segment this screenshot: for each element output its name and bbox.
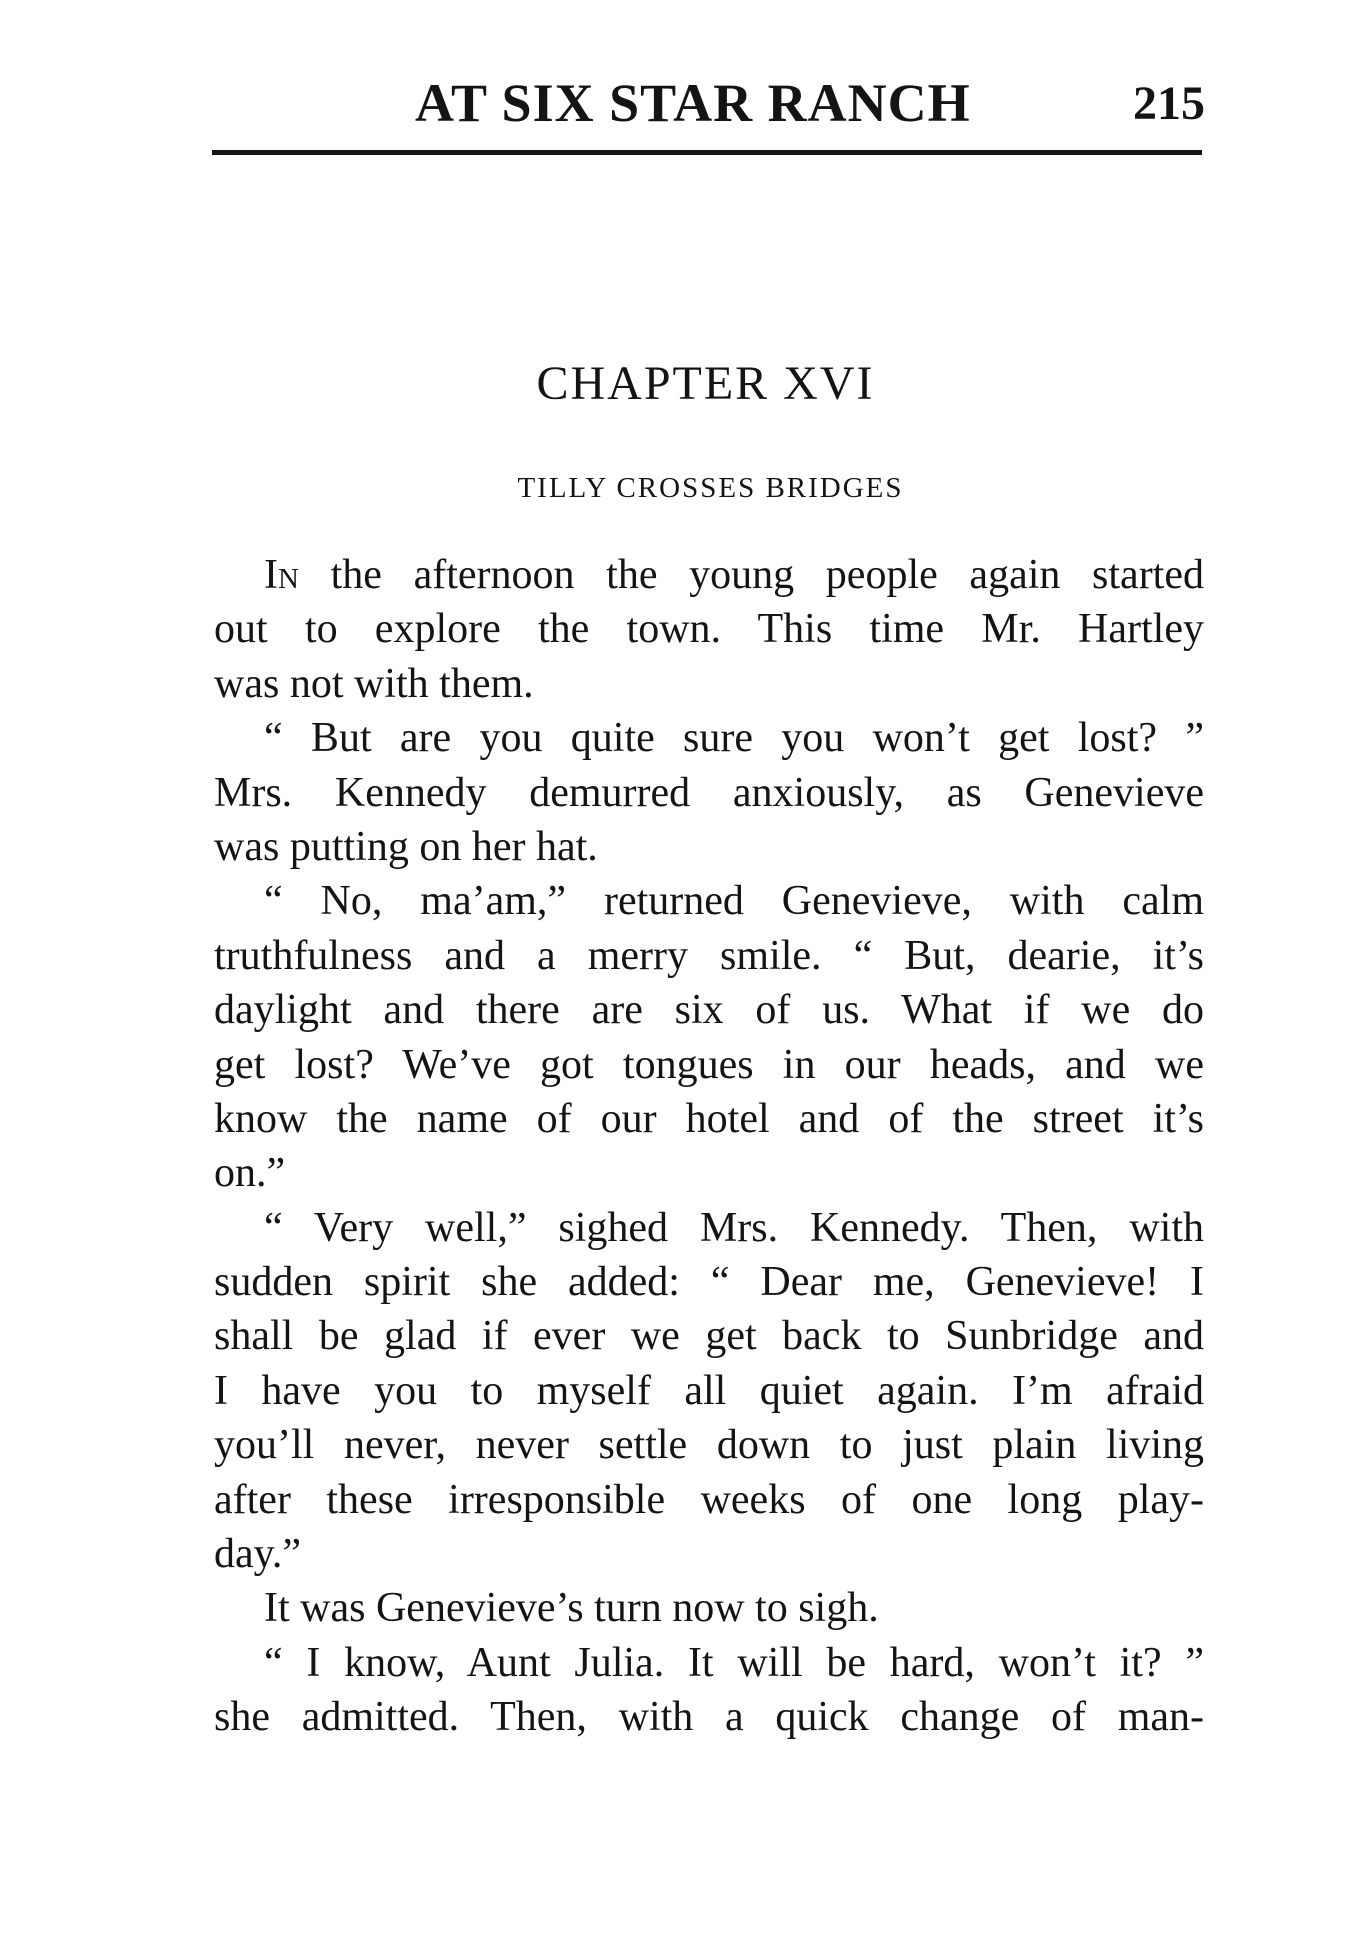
text-line: was not with them. — [214, 660, 534, 707]
text-line: day.” — [214, 1531, 302, 1578]
text-line: “ But are you quite sure you won’t get lost? ” — [264, 715, 1204, 762]
running-title: AT SIX STAR RANCH — [415, 73, 971, 133]
text-line: you’ll never, never settle down to just plain living — [214, 1422, 1204, 1469]
text-line: truthfulness and a merry smile. “ But, dearie, it’s — [214, 932, 1204, 979]
running-head — [215, 72, 1205, 142]
text-line: I have you to myself all quiet again. I’m afraid — [214, 1367, 1204, 1414]
text-line: In the afternoon the young people again started — [264, 552, 1204, 598]
text-line: shall be glad if ever we get back to Sunbridge and — [214, 1313, 1204, 1360]
chapter-number: CHAPTER XVI — [536, 357, 875, 410]
text-line: she admitted. Then, with a quick change of man- — [214, 1694, 1204, 1741]
page-number: 215 — [1133, 77, 1205, 130]
text-line: “ I know, Aunt Julia. It will be hard, won’t it? ” — [264, 1639, 1204, 1686]
text-line: Mrs. Kennedy demurred anxiously, as Genevieve — [214, 769, 1204, 816]
text-line: get lost? We’ve got tongues in our heads, and we — [214, 1041, 1204, 1088]
text-line: sudden spirit she added: “ Dear me, Genevieve! I — [214, 1259, 1204, 1306]
text-line: was putting on her hat. — [214, 823, 598, 870]
text-line: “ No, ma’am,” returned Genevieve, with calm — [264, 878, 1204, 925]
header-rule — [212, 150, 1202, 155]
text-line: It was Genevieve’s turn now to sigh. — [264, 1585, 879, 1632]
text-line: after these irresponsible weeks of one long play- — [214, 1476, 1204, 1523]
text-line: know the name of our hotel and of the street it’s — [214, 1095, 1204, 1142]
text-line: out to explore the town. This time Mr. Hartley — [214, 606, 1204, 653]
text-line: “ Very well,” sighed Mrs. Kennedy. Then, with — [264, 1204, 1204, 1251]
body-text — [214, 548, 1204, 1745]
chapter-title: TILLY CROSSES BRIDGES — [517, 472, 904, 504]
text-line: daylight and there are six of us. What if we do — [214, 987, 1204, 1034]
text-line: on.” — [214, 1150, 286, 1197]
